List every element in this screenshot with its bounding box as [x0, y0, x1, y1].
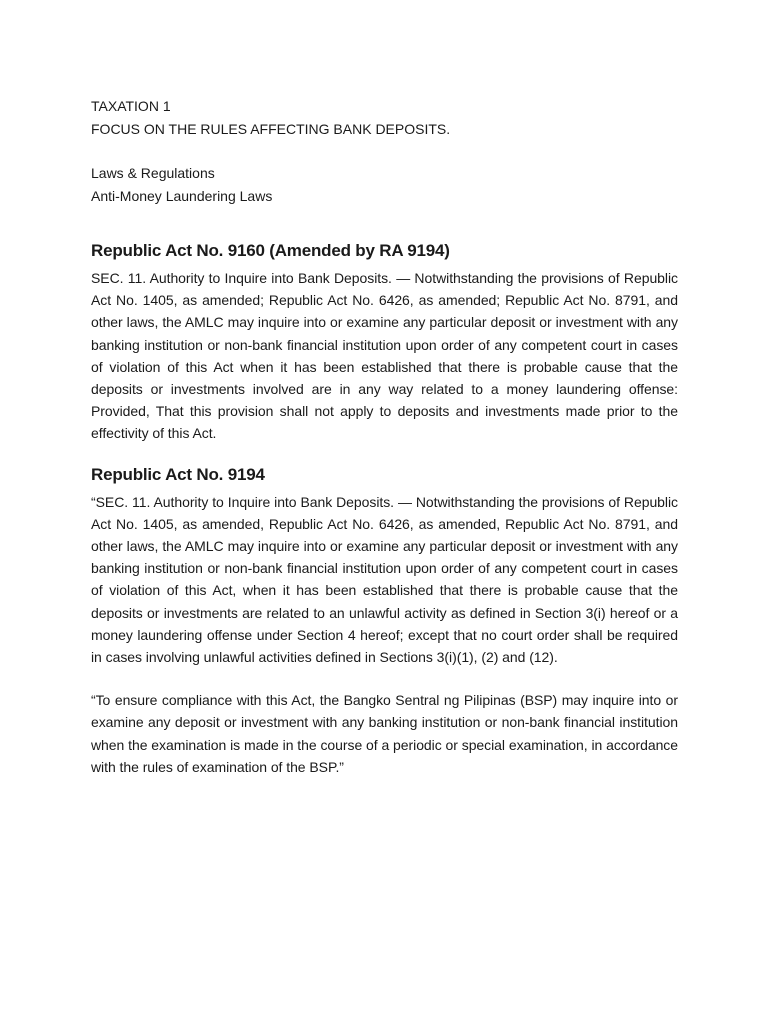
- category-line: Laws & Regulations: [91, 165, 215, 181]
- section-ra-9160: [91, 239, 678, 445]
- spacer: [91, 140, 678, 162]
- spacer: [91, 207, 678, 239]
- section-heading: Republic Act No. 9194: [91, 464, 265, 484]
- section-heading: Republic Act No. 9160 (Amended by RA 9194): [91, 241, 450, 260]
- subcategory-line: Anti-Money Laundering Laws: [91, 187, 273, 204]
- course-title: TAXATION 1: [91, 98, 171, 114]
- focus-line: FOCUS ON THE RULES AFFECTING BANK DEPOSITS.: [91, 120, 451, 137]
- section-ra-9194: [91, 463, 678, 778]
- section-paragraph: “To ensure compliance with this Act, the Bangko Sentral ng Pilipinas (BSP) may inquire into or examine any deposit or investment with any banking institution or non-bank financial institution when the examination is made in the course of a periodic or special examination, in accordance with the rules of examination of the BSP.”: [91, 692, 678, 775]
- section-paragraph: “SEC. 11. Authority to Inquire into Bank Deposits. — Notwithstanding the provisions of Republic Act No. 1405, as amended, Republic Act No. 6426, as amended, Republic Act No. 8791, and other laws, the AMLC may inquire into or examine any particular deposit or investment with any banking institution or non-bank financial institution upon order of any competent court in cases of violation of this Act, when it has been established that there is probable cause that the deposits or investments are related to an unlawful activity as defined in Section 3(i) hereof or a money laundering offense under Section 4 hereof; except that no court order shall be required in cases involving unlawful activities defined in Sections 3(i)(1), (2) and (12).: [91, 493, 678, 666]
- section-paragraph: SEC. 11. Authority to Inquire into Bank Deposits. — Notwithstanding the provisions of Republic Act No. 1405, as amended; Republic Act No. 6426, as amended; Republic Act No. 8791, and other laws, the AMLC may inquire into or examine any particular deposit or investment with any banking institution or non-bank financial institution upon order of any competent court in cases of violation of this Act when it has been established that there is probable cause that the deposits or investments involved are in any way related to a money laundering offense: Provided, That this provision shall not apply to deposits and investments made prior to the effectivity of this Act.: [91, 270, 678, 442]
